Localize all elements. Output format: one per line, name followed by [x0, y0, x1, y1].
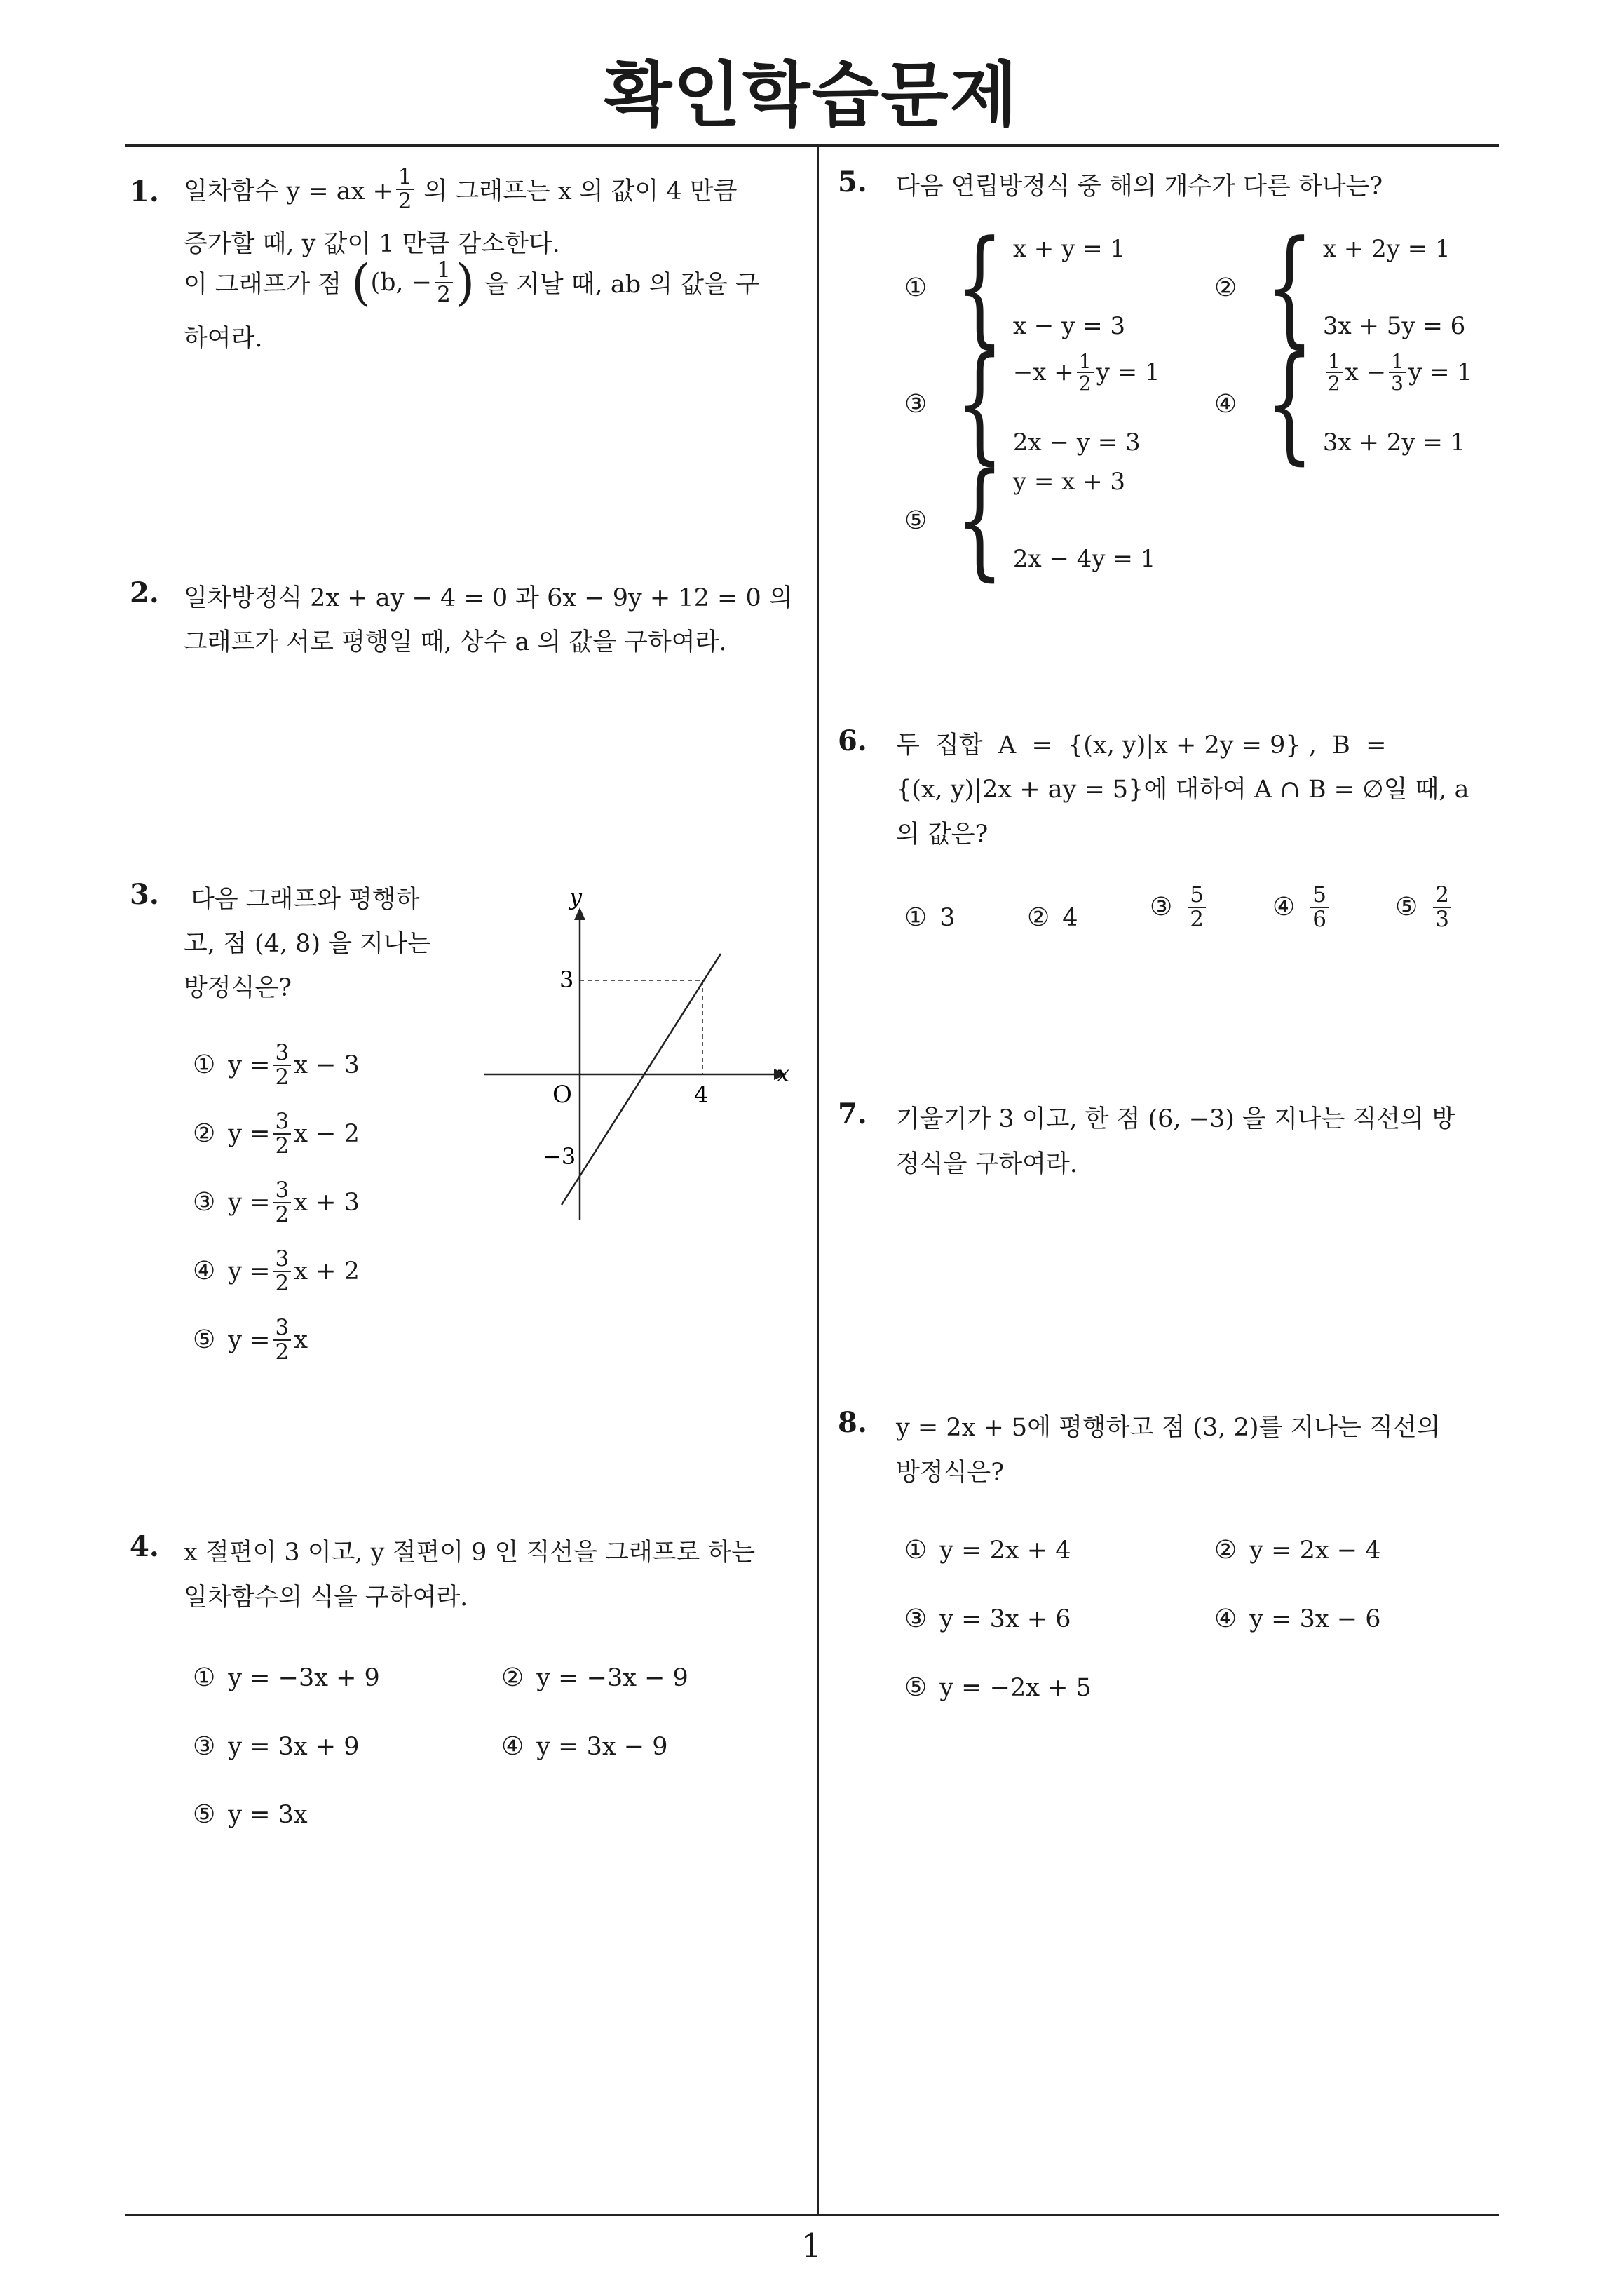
- option-2[interactable]: [1027, 903, 1078, 932]
- text-segment: (b, −: [370, 269, 433, 297]
- denominator: 3: [1435, 906, 1450, 932]
- option-3[interactable]: [193, 1179, 360, 1226]
- equation: x + 2y = 1: [1322, 235, 1451, 263]
- option-mark: ④: [501, 1732, 524, 1761]
- option-mark: ①: [193, 1663, 216, 1692]
- equation: y = x + 3: [1012, 468, 1126, 496]
- text-segment: y =: [228, 1051, 271, 1079]
- equation: x − y = 3: [1012, 312, 1126, 340]
- option-mark: ③: [193, 1732, 216, 1761]
- x-axis-label: x: [777, 1060, 790, 1087]
- option-1[interactable]: [904, 1536, 1071, 1565]
- denominator: 6: [1312, 906, 1327, 932]
- denominator: 2: [1190, 906, 1204, 932]
- denominator: 2: [275, 1270, 290, 1296]
- text-segment: 의 그래프는 x 의 값이 4 만큼: [423, 177, 738, 205]
- system-option-2[interactable]: ② { x + 2y = 1 3x + 5y = 6: [1214, 214, 1466, 360]
- equation: 2x − 4y = 1: [1012, 545, 1156, 573]
- y-axis-label: y: [569, 891, 583, 910]
- option-text: y = −2x + 5: [939, 1674, 1092, 1702]
- denominator: 2: [1327, 372, 1340, 396]
- text-segment: x + 2: [294, 1257, 360, 1285]
- option-1[interactable]: [904, 903, 956, 932]
- tick-label-y-neg3: −3: [543, 1143, 576, 1170]
- page-number: 1: [801, 2227, 822, 2266]
- option-mark: ②: [1027, 903, 1050, 932]
- fraction: [1188, 884, 1206, 931]
- option-text: y = 3x − 6: [1249, 1605, 1381, 1633]
- question-text: 기울기가 3 이고, 한 점 (6, −3) 을 지나는 직선의 방: [896, 1105, 1455, 1133]
- option-3[interactable]: [1150, 884, 1209, 931]
- origin-label: O: [552, 1081, 572, 1109]
- option-mark: ①: [904, 903, 928, 932]
- equation-stack: [1323, 235, 1466, 340]
- text-segment: y =: [228, 1188, 271, 1217]
- equation: [1323, 351, 1472, 394]
- option-mark: ④: [1214, 389, 1237, 419]
- option-2[interactable]: [501, 1663, 688, 1692]
- fraction: [1326, 351, 1343, 394]
- option-text: y = −3x − 9: [536, 1664, 688, 1692]
- text-segment: 일차함수 y = ax +: [184, 177, 393, 205]
- system-option-3[interactable]: ③ { −x + $\frac{1}{2}$ y = 1 2x − y = 3: [904, 330, 1160, 477]
- system-option-1[interactable]: ① { x + y = 1 x − y = 3: [904, 214, 1126, 360]
- question-text: {(x, y)|2x + ay = 5}에 대하여 A ∩ B = ∅일 때, a: [896, 776, 1469, 804]
- option-text: 4: [1062, 904, 1078, 932]
- option-3[interactable]: [904, 1605, 1071, 1633]
- option-5[interactable]: [193, 1316, 308, 1363]
- numerator: 5: [1310, 884, 1329, 908]
- numerator: 1: [396, 166, 414, 190]
- option-mark: ⑤: [193, 1800, 216, 1829]
- option-mark: ③: [904, 1605, 928, 1633]
- option-5[interactable]: [193, 1800, 308, 1829]
- equation: 3x + 2y = 1: [1322, 428, 1466, 457]
- numerator: 1: [1077, 351, 1094, 373]
- question-text: 일차방정식 2x + ay − 4 = 0 과 6x − 9y + 12 = 0 의: [184, 584, 793, 612]
- question-text: 방정식은?: [896, 1459, 1005, 1487]
- option-3[interactable]: [193, 1732, 359, 1761]
- option-mark: ②: [1214, 273, 1237, 302]
- question-number: 3.: [130, 878, 159, 911]
- system-option-4[interactable]: ④ { $\frac{1}{2}$ x − $\frac{1}{3}$ y = 1 3x + 2y = 1: [1214, 330, 1472, 477]
- question-number: 5.: [838, 166, 867, 198]
- question-text: 의 값은?: [896, 821, 989, 849]
- question-number: 7.: [838, 1098, 867, 1130]
- numerator: 3: [273, 1041, 292, 1066]
- option-text: y = 3x + 9: [228, 1733, 360, 1761]
- question-number: 4.: [130, 1530, 159, 1563]
- option-5[interactable]: [1395, 884, 1454, 931]
- option-4[interactable]: [501, 1732, 667, 1761]
- option-mark: ②: [193, 1119, 216, 1149]
- option-mark: ①: [904, 273, 928, 302]
- fraction: [273, 1110, 292, 1157]
- option-text: y = 2x − 4: [1249, 1537, 1381, 1565]
- question-text: y = 2x + 5에 평행하고 점 (3, 2)를 지나는 직선의: [896, 1414, 1441, 1442]
- top-rule: [125, 144, 1499, 147]
- option-1[interactable]: [193, 1663, 380, 1692]
- option-mark: ④: [1272, 893, 1296, 922]
- text-segment: 을 지날 때, ab 의 값을 구: [484, 271, 759, 299]
- text-segment: 이 그래프가 점: [184, 271, 342, 299]
- option-2[interactable]: [193, 1110, 360, 1157]
- option-mark: ②: [1214, 1536, 1237, 1565]
- option-text: y = 2x + 4: [939, 1537, 1071, 1565]
- question-text: 이 그래프가 점 ( (b, − $\frac{1}{2}$ ) 을 지날 때, ab 의 값을 구: [184, 254, 759, 311]
- numerator: 1: [435, 259, 453, 283]
- option-mark: ④: [193, 1257, 216, 1286]
- question-text: x 절편이 3 이고, y 절편이 9 인 직선을 그래프로 하는: [184, 1539, 756, 1567]
- question-number: 2.: [130, 576, 159, 609]
- text-segment: x − 2: [294, 1119, 360, 1148]
- equation-stack: [1013, 235, 1125, 340]
- fraction: [1077, 351, 1094, 394]
- question-number: 6.: [838, 724, 867, 757]
- numerator: 1: [1326, 351, 1343, 373]
- option-1[interactable]: [193, 1041, 360, 1088]
- question-text: 다음 그래프와 평행하: [191, 886, 420, 914]
- equation: 2x − y = 3: [1012, 428, 1141, 457]
- option-mark: ③: [1150, 893, 1173, 922]
- denominator: 2: [437, 282, 451, 307]
- graph-line: [562, 954, 721, 1205]
- numerator: 1: [1389, 351, 1406, 373]
- option-mark: ④: [1214, 1605, 1237, 1633]
- option-mark: ③: [193, 1188, 216, 1217]
- equation: 3x + 5y = 6: [1322, 312, 1466, 340]
- denominator: 2: [275, 1064, 290, 1090]
- tick-label-x-4: 4: [694, 1081, 709, 1108]
- denominator: 3: [1391, 372, 1404, 396]
- equation: x + y = 1: [1012, 235, 1126, 263]
- equation-stack: [1013, 468, 1156, 573]
- fraction: [273, 1248, 292, 1295]
- denominator: 2: [275, 1201, 290, 1227]
- fraction: [1310, 884, 1329, 931]
- equation-stack: [1013, 351, 1160, 457]
- question-text: 정식을 구하여라.: [896, 1150, 1078, 1178]
- numerator: 3: [273, 1110, 292, 1135]
- denominator: 2: [1078, 372, 1092, 396]
- column-divider: [817, 146, 819, 2216]
- denominator: 2: [398, 188, 412, 214]
- option-text: y = 3x + 6: [939, 1605, 1071, 1633]
- option-4[interactable]: [1272, 884, 1331, 931]
- option-mark: ①: [904, 1536, 928, 1565]
- question-number: 8.: [838, 1406, 867, 1439]
- question-text: 그래프가 서로 평행일 때, 상수 a 의 값을 구하여라.: [184, 628, 727, 656]
- option-mark: ⑤: [1395, 893, 1418, 922]
- numerator: 3: [273, 1316, 292, 1341]
- text-segment: x −: [1345, 358, 1387, 387]
- text-segment: y =: [228, 1119, 271, 1148]
- question-text: 다음 연립방정식 중 해의 개수가 다른 하나는?: [896, 173, 1383, 201]
- option-5[interactable]: [904, 1673, 1092, 1702]
- system-option-5[interactable]: ⑤ { y = x + 3 2x − 4y = 1: [904, 447, 1156, 593]
- option-mark: ⑤: [904, 506, 928, 535]
- denominator: 2: [275, 1339, 290, 1365]
- bottom-rule: [125, 2214, 1499, 2216]
- question-text: 하여라.: [184, 325, 263, 353]
- question-text: 일차함수의 식을 구하여라.: [184, 1583, 468, 1612]
- option-text: y = 3x: [228, 1801, 308, 1829]
- numerator: 3: [273, 1179, 292, 1203]
- question-number: 1.: [130, 175, 159, 208]
- fraction: [1433, 884, 1451, 931]
- text-segment: y = 1: [1408, 358, 1472, 387]
- question-text: 두 집합 A = {(x, y)|x + 2y = 9} , B =: [896, 731, 1387, 759]
- equation-stack: [1323, 351, 1472, 457]
- fraction: [273, 1179, 292, 1226]
- option-mark: ⑤: [904, 1673, 928, 1702]
- text-segment: −x +: [1012, 358, 1074, 387]
- question-text: [184, 166, 737, 212]
- option-text: y = −3x + 9: [228, 1664, 380, 1692]
- text-segment: y =: [228, 1257, 271, 1285]
- q3-graph: [484, 891, 806, 1220]
- fraction: [273, 1041, 292, 1088]
- numerator: 3: [273, 1248, 292, 1272]
- text-segment: x − 3: [294, 1051, 360, 1079]
- option-mark: ①: [193, 1051, 216, 1080]
- question-text: 고, 점 (4, 8) 을 지나는: [184, 930, 431, 958]
- text-segment: y = 1: [1096, 358, 1160, 387]
- text-segment: x: [294, 1325, 308, 1354]
- option-2[interactable]: [1214, 1536, 1380, 1565]
- numerator: 2: [1433, 884, 1451, 908]
- option-mark: ⑤: [193, 1325, 216, 1355]
- option-4[interactable]: [1214, 1605, 1380, 1633]
- page-title: 확인학습문제: [604, 54, 1019, 136]
- tick-label-y-3: 3: [559, 966, 574, 993]
- question-text: 방정식은?: [184, 974, 292, 1002]
- option-mark: ③: [904, 389, 928, 419]
- equation: [1013, 351, 1160, 394]
- denominator: 2: [275, 1133, 290, 1159]
- text-segment: y =: [228, 1325, 271, 1354]
- fraction: [273, 1316, 292, 1363]
- numerator: 5: [1188, 884, 1206, 908]
- fraction: [435, 259, 453, 306]
- option-mark: ②: [501, 1663, 524, 1692]
- option-4[interactable]: [193, 1248, 360, 1295]
- option-text: y = 3x − 9: [536, 1733, 668, 1761]
- text-segment: x + 3: [294, 1188, 360, 1217]
- question-text: 증가할 때, y 값이 1 만큼 감소한다.: [184, 230, 560, 258]
- option-text: 3: [939, 904, 956, 932]
- fraction: [1389, 351, 1406, 394]
- text-segment: ): [455, 254, 475, 311]
- fraction: [396, 166, 414, 212]
